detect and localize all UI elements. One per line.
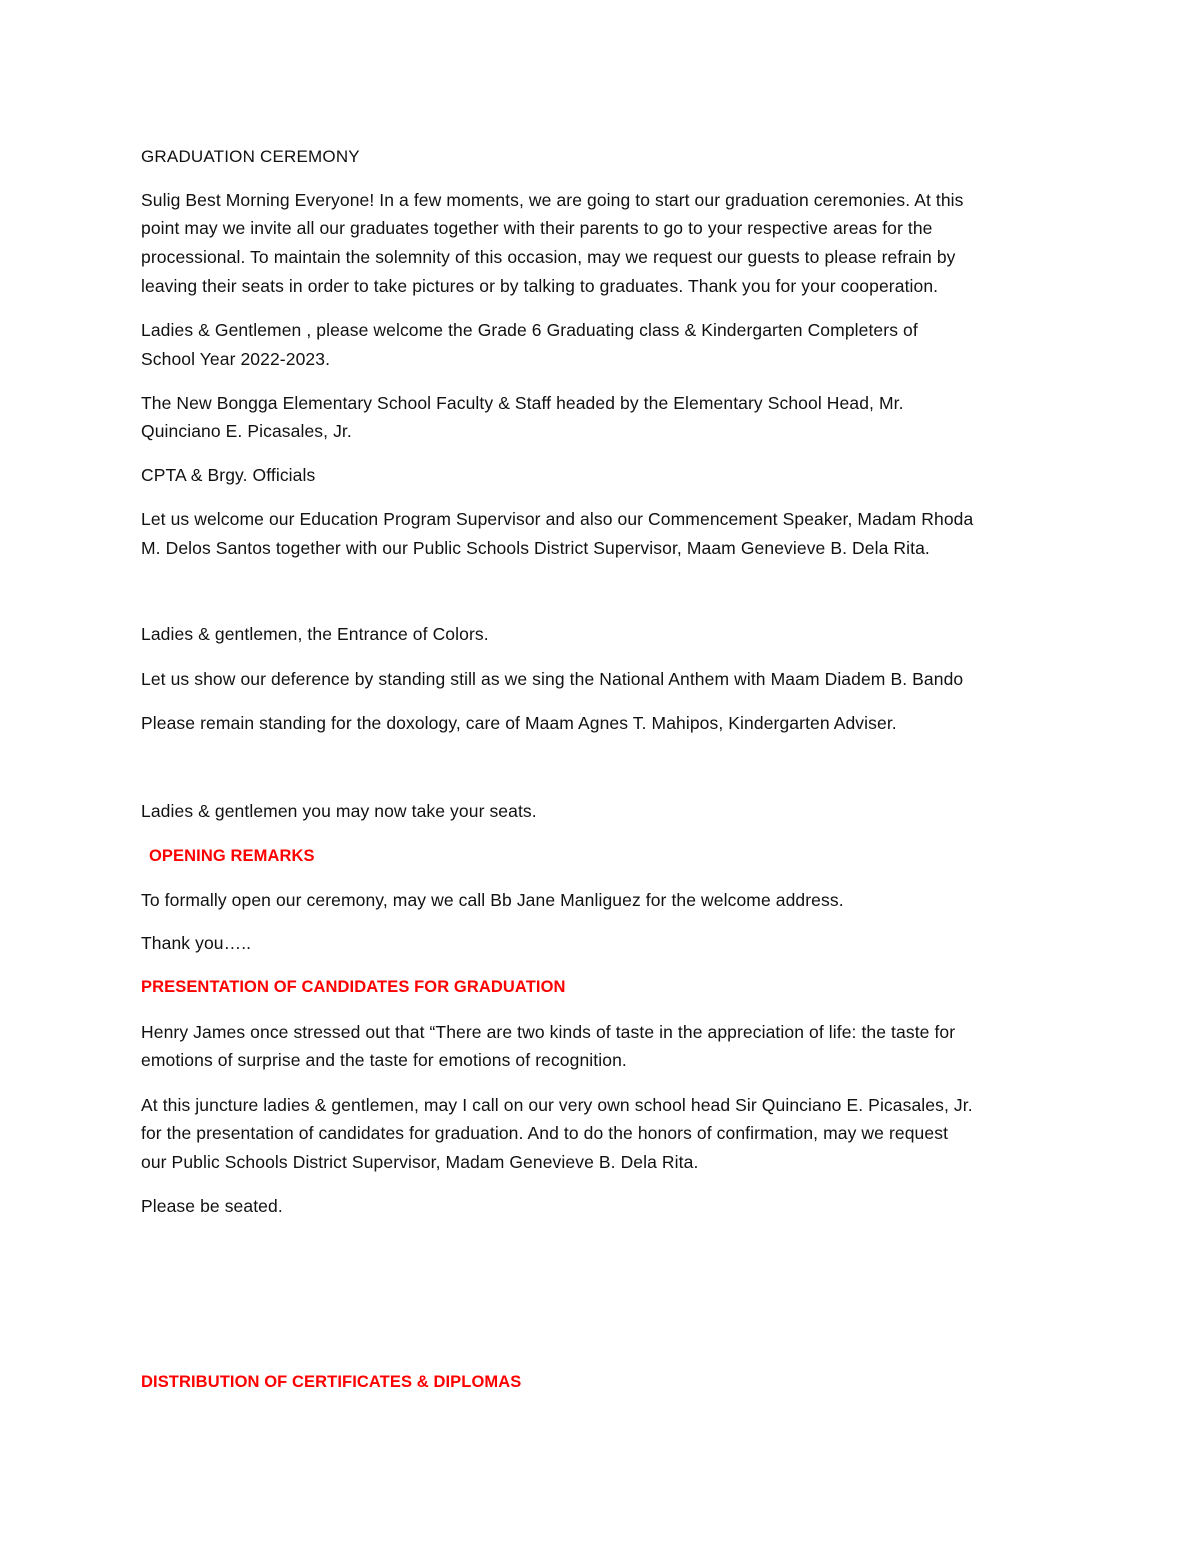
welcome-class-line-2: School Year 2022-2023. xyxy=(141,349,331,369)
officials-line: CPTA & Brgy. Officials xyxy=(141,465,316,485)
opening-call-line: To formally open our ceremony, may we call Bb Jane Manliguez for the welcome address. xyxy=(141,890,844,910)
intro-line-2: point may we invite all our graduates together with their parents to go to your respective areas for the xyxy=(141,218,933,238)
seats-line: Ladies & gentlemen you may now take your seats. xyxy=(141,801,537,821)
document-title: GRADUATION CEREMONY xyxy=(141,147,360,166)
colors-line: Ladies & gentlemen, the Entrance of Colors. xyxy=(141,624,489,644)
juncture-line-3: our Public Schools District Supervisor, Madam Genevieve B. Dela Rita. xyxy=(141,1152,699,1172)
juncture-line-1: At this juncture ladies & gentlemen, may I call on our very own school head Sir Quinciano E. Picasales, Jr. xyxy=(141,1095,973,1115)
faculty-line-1: The New Bongga Elementary School Faculty & Staff headed by the Elementary School Head, Mr. xyxy=(141,393,904,413)
intro-line-4: leaving their seats in order to take pictures or by talking to graduates. Thank you for your cooperation. xyxy=(141,276,939,296)
juncture-line-2: for the presentation of candidates for graduation. And to do the honors of confirmation, may we request xyxy=(141,1123,949,1143)
supervisor-line-2: M. Delos Santos together with our Public Schools District Supervisor, Maam Genevieve B. Dela Rita. xyxy=(141,538,930,558)
anthem-line: Let us show our deference by standing still as we sing the National Anthem with Maam Diadem B. Bando xyxy=(141,669,964,689)
welcome-class-line-1: Ladies & Gentlemen , please welcome the Grade 6 Graduating class & Kindergarten Completers of xyxy=(141,320,918,340)
seated-line: Please be seated. xyxy=(141,1196,283,1216)
thanks-line: Thank you….. xyxy=(141,933,252,953)
distribution-heading: DISTRIBUTION OF CERTIFICATES & DIPLOMAS xyxy=(141,1373,522,1391)
intro-line-3: processional. To maintain the solemnity of this occasion, may we request our guests to please refrain by xyxy=(141,247,956,267)
opening-remarks-heading: OPENING REMARKS xyxy=(149,847,315,865)
quote-line-1: Henry James once stressed out that “There are two kinds of taste in the appreciation of life: the taste for xyxy=(141,1022,956,1042)
presentation-heading: PRESENTATION OF CANDIDATES FOR GRADUATION xyxy=(141,978,566,996)
doxology-line: Please remain standing for the doxology, care of Maam Agnes T. Mahipos, Kindergarten Adviser. xyxy=(141,713,897,733)
intro-line-1: Sulig Best Morning Everyone! In a few moments, we are going to start our graduation ceremonies. At this xyxy=(141,190,964,210)
supervisor-line-1: Let us welcome our Education Program Supervisor and also our Commencement Speaker, Madam Rhoda xyxy=(141,509,974,529)
quote-line-2: emotions of surprise and the taste for emotions of recognition. xyxy=(141,1050,627,1070)
faculty-line-2: Quinciano E. Picasales, Jr. xyxy=(141,421,352,441)
